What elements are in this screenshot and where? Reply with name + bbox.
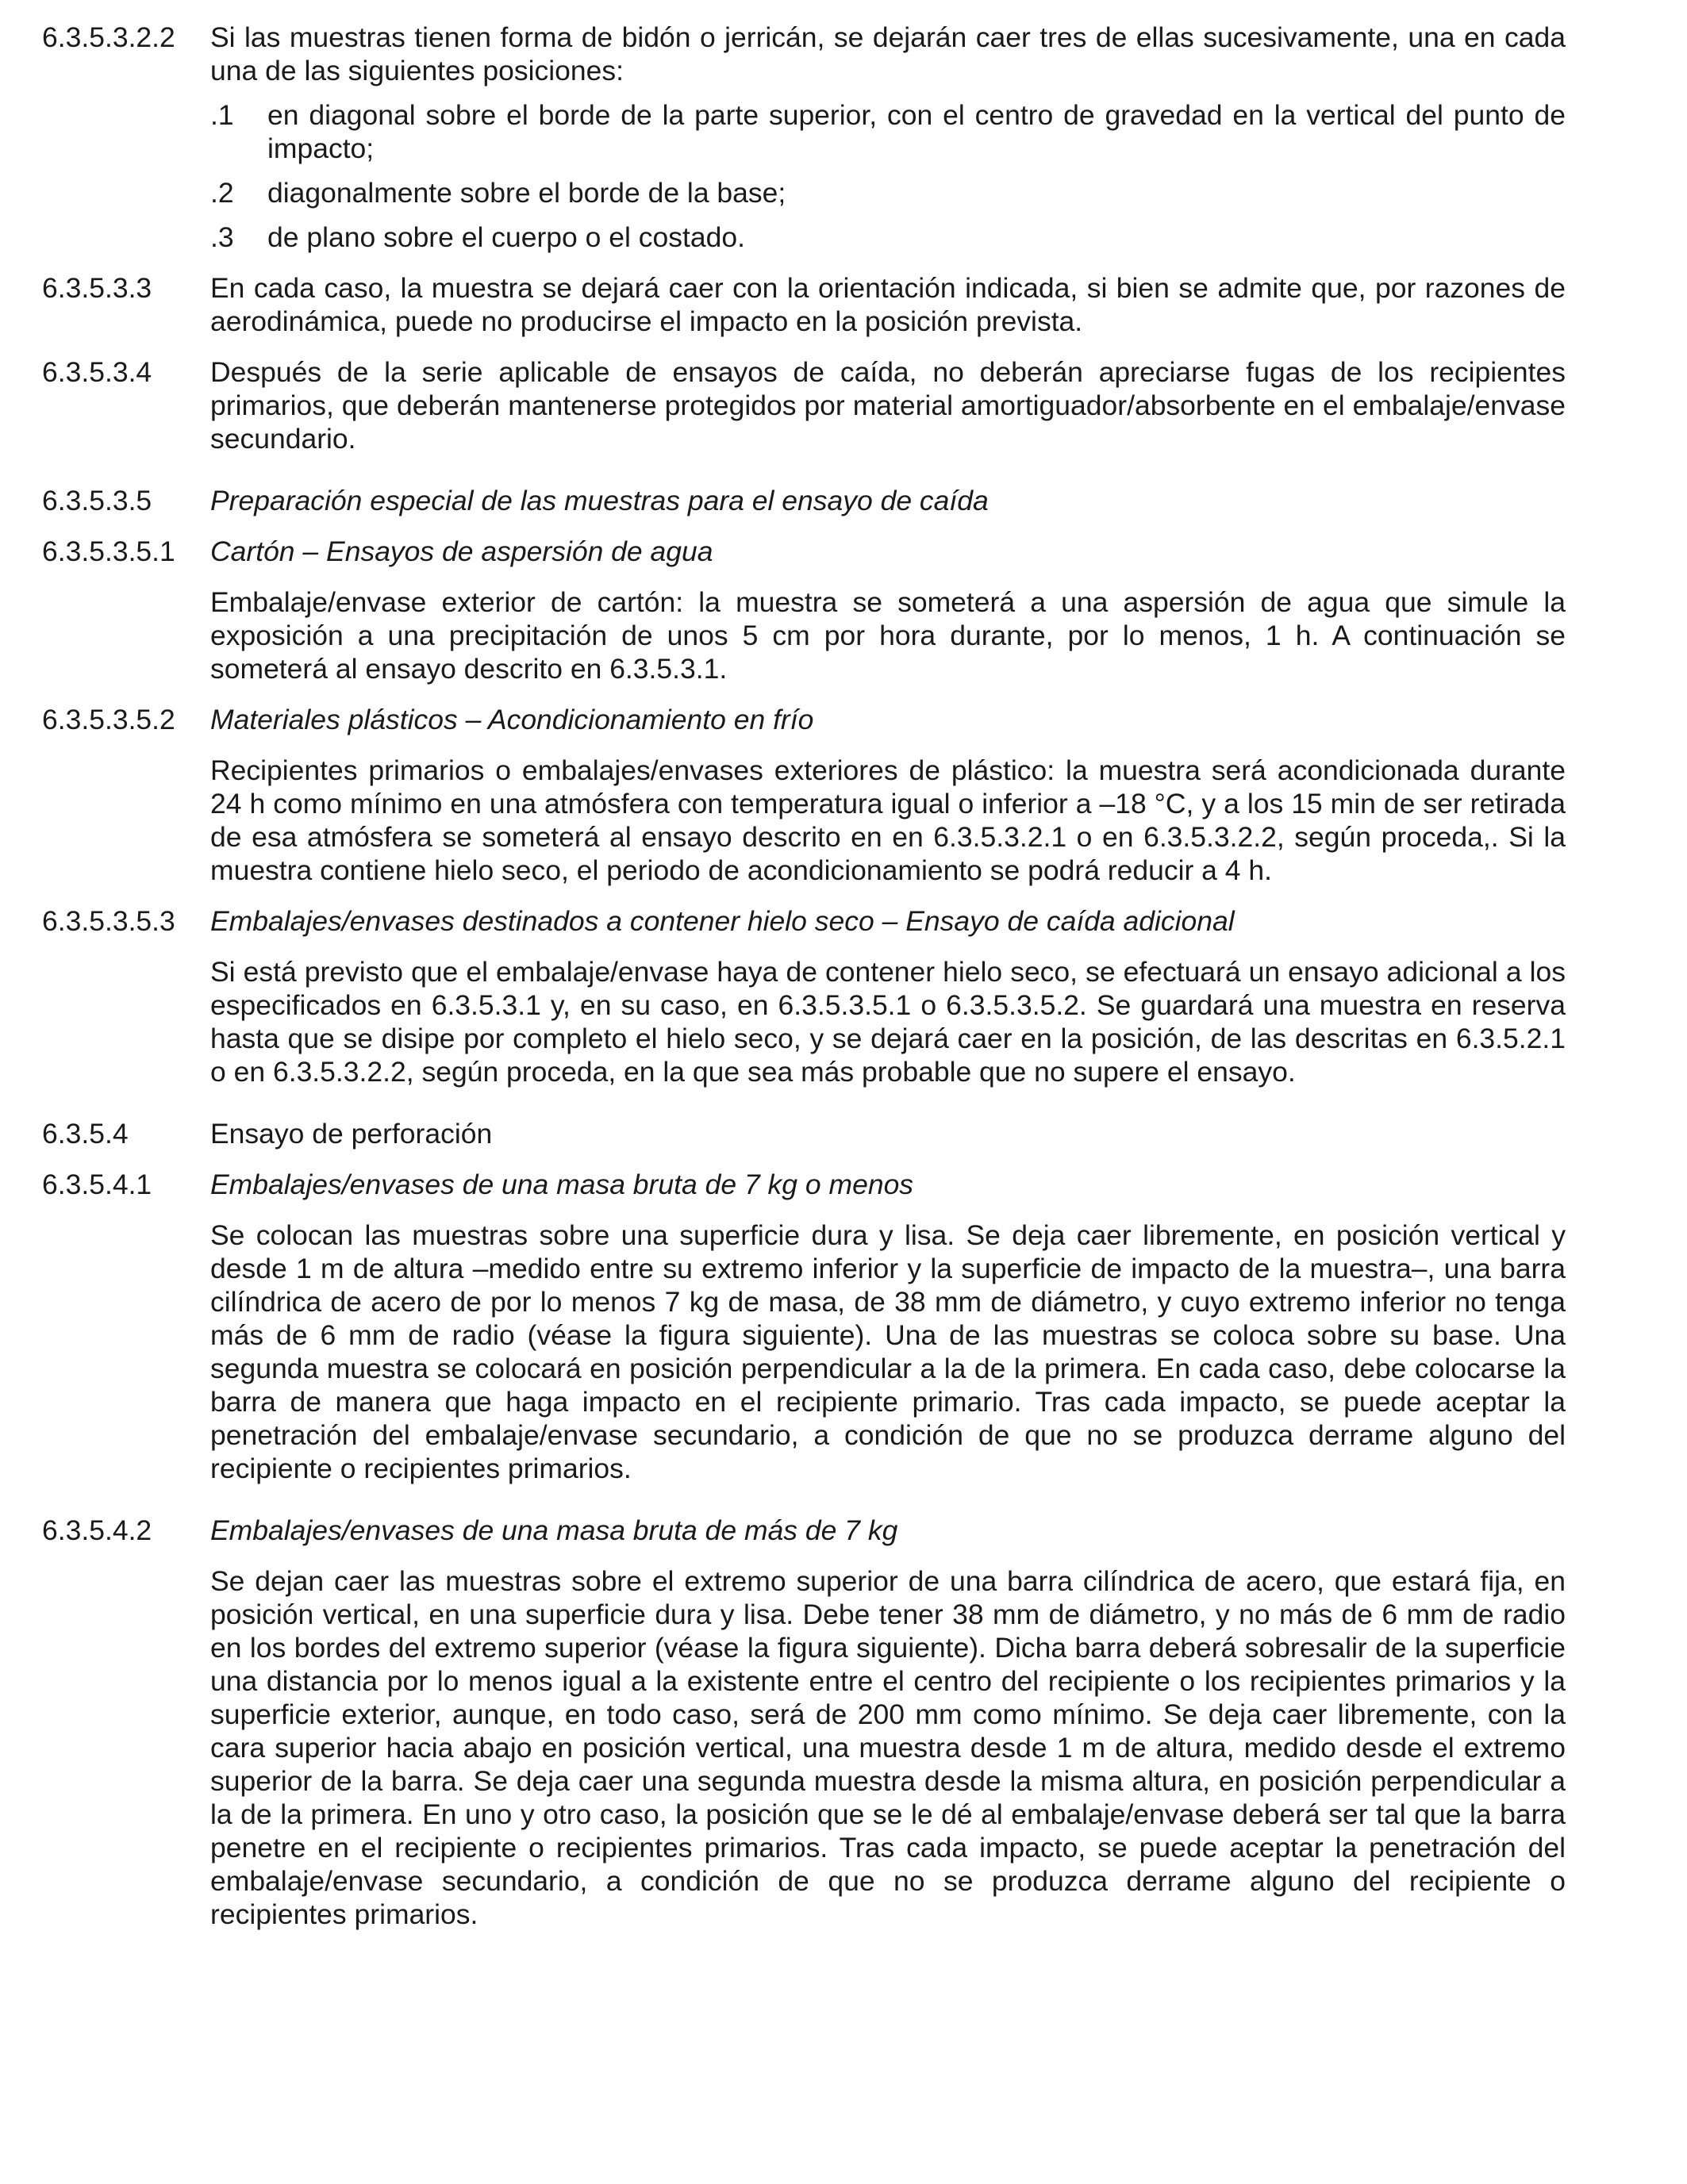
section-number: 6.3.5.3.4 bbox=[42, 356, 152, 388]
section-text: Después de la serie aplicable de ensayos de caída, no deberán apreciarse fugas de los recipientes primarios, que deberán mantenerse protegidos por material amortiguador/absorbente en el embalaje/envase secundario. bbox=[210, 356, 1566, 455]
list-item-number: .1 bbox=[210, 99, 234, 131]
section-6-3-5-3-5 bbox=[42, 484, 1566, 517]
section-heading: Embalajes/envases destinados a contener hielo seco – Ensayo de caída adicional bbox=[210, 905, 1235, 937]
section-number: 6.3.5.4.1 bbox=[42, 1169, 152, 1200]
section-6-3-5-3-4 bbox=[42, 355, 1566, 455]
section-number: 6.3.5.3.5.3 bbox=[42, 905, 175, 937]
list-item-text: diagonalmente sobre el borde de la base; bbox=[267, 177, 786, 209]
section-heading: Embalajes/envases de una masa bruta de más de 7 kg bbox=[210, 1514, 898, 1546]
section-heading: Embalajes/envases de una masa bruta de 7 kg o menos bbox=[210, 1169, 914, 1200]
list-item-text: en diagonal sobre el borde de la parte superior, con el centro de gravedad en la vertical del punto de impacto; bbox=[267, 99, 1566, 164]
section-number: 6.3.5.3.2.2 bbox=[42, 21, 175, 53]
list-item bbox=[210, 98, 1566, 165]
section-6-3-5-3-3 bbox=[42, 271, 1566, 338]
list-item-number: .2 bbox=[210, 177, 234, 209]
section-6-3-5-3-5-2 bbox=[42, 703, 1566, 736]
list-item bbox=[210, 221, 1566, 254]
section-heading: Preparación especial de las muestras para el ensayo de caída bbox=[210, 485, 989, 516]
section-heading: Ensayo de perforación bbox=[210, 1118, 493, 1150]
section-number: 6.3.5.4 bbox=[42, 1118, 129, 1150]
section-text: Si está previsto que el embalaje/envase haya de contener hielo seco, se efectuará un ensayo adicional a los especificados en 6.3.5.3.1 y, en su caso, en 6.3.5.3.5.1 o 6.3.5.3.5.2. Se guardará una muestra en reserva hasta que se disipe por completo el hielo seco, y se dejará caer en la posición, de las descritas en 6.3.5.2.1 o en 6.3.5.3.2.2, según proceda, en la que sea más probable que no supere el ensayo. bbox=[210, 956, 1566, 1088]
section-6-3-5-4-1 bbox=[42, 1168, 1566, 1201]
list-item bbox=[210, 176, 1566, 209]
section-text: Embalaje/envase exterior de cartón: la muestra se someterá a una aspersión de agua que simule la exposición a una precipitación de unos 5 cm por hora durante, por lo menos, 1 h. A continuación se someterá al ensayo descrito en 6.3.5.3.1. bbox=[210, 586, 1566, 685]
section-6-3-5-4-2 bbox=[42, 1514, 1566, 1547]
section-text: Se colocan las muestras sobre una superficie dura y lisa. Se deja caer libremente, en posición vertical y desde 1 m de altura –medido entre su extremo inferior y la superficie de impacto de la muestra–, una barra cilíndrica de acero de por lo menos 7 kg de masa, de 38 mm de diámetro, y cuyo extremo inferior no tenga más de 6 mm de radio (véase la figura siguiente). Una de las muestras se coloca sobre su base. Una segunda muestra se colocará en posición perpendicular a la de la primera. En cada caso, debe colocarse la barra de manera que haga impacto en el recipiente primario. Tras cada impacto, se puede aceptar la penetración del embalaje/envase secundario, a condición de que no se produzca derrame alguno del recipiente o recipientes primarios. bbox=[210, 1219, 1566, 1484]
list-item-text: de plano sobre el cuerpo o el costado. bbox=[267, 221, 745, 253]
section-text: Recipientes primarios o embalajes/envases exteriores de plástico: la muestra será acondicionada durante 24 h como mínimo en una atmósfera con temperatura igual o inferior a –18 °C, y a los 15 min de ser retirada de esa atmósfera se someterá al ensayo descrito en en 6.3.5.3.2.1 o en 6.3.5.3.2.2, según proceda,. Si la muestra contiene hielo seco, el periodo de acondicionamiento se podrá reducir a 4 h. bbox=[210, 754, 1566, 886]
section-number: 6.3.5.3.5.1 bbox=[42, 535, 175, 567]
section-number: 6.3.5.3.3 bbox=[42, 272, 152, 304]
section-heading: Materiales plásticos – Acondicionamiento en frío bbox=[210, 704, 814, 735]
section-number: 6.3.5.3.5 bbox=[42, 485, 152, 516]
section-6-3-5-3-5-3 bbox=[42, 904, 1566, 938]
document-page bbox=[42, 21, 1566, 1931]
section-heading: Cartón – Ensayos de aspersión de agua bbox=[210, 535, 713, 567]
section-6-3-5-3-2-2 bbox=[42, 21, 1566, 87]
section-number: 6.3.5.4.2 bbox=[42, 1514, 152, 1546]
section-text: Se dejan caer las muestras sobre el extremo superior de una barra cilíndrica de acero, que estará fija, en posición vertical, en una superficie dura y lisa. Debe tener 38 mm de diámetro, y no más de 6 mm de radio en los bordes del extremo superior (véase la figura siguiente). Dicha barra deberá sobresalir de la superficie una distancia por lo menos igual a la existente entre el centro del recipiente o los recipientes primarios y la superficie exterior, aunque, en todo caso, será de 200 mm como mínimo. Se deja caer libremente, con la cara superior hacia abajo en posición vertical, una muestra desde 1 m de altura, medido desde el extremo superior de la barra. Se deja caer una segunda muestra desde la misma altura, en posición perpendicular a la de la primera. En uno y otro caso, la posición que se le dé al embalaje/envase deberá ser tal que la barra penetre en el recipiente o recipientes primarios. Tras cada impacto, se puede aceptar la penetración del embalaje/envase secundario, a condición de que no se produzca derrame alguno del recipiente o recipientes primarios. bbox=[210, 1565, 1566, 1930]
section-6-3-5-4 bbox=[42, 1117, 1566, 1150]
section-text: En cada caso, la muestra se dejará caer con la orientación indicada, si bien se admite que, por razones de aerodinámica, puede no producirse el impacto en la posición prevista. bbox=[210, 272, 1566, 337]
section-6-3-5-3-5-1 bbox=[42, 535, 1566, 568]
section-number: 6.3.5.3.5.2 bbox=[42, 704, 175, 735]
list-item-number: .3 bbox=[210, 221, 234, 253]
section-text: Si las muestras tienen forma de bidón o jerricán, se dejarán caer tres de ellas sucesivamente, una en cada una de las siguientes posiciones: bbox=[210, 21, 1566, 86]
